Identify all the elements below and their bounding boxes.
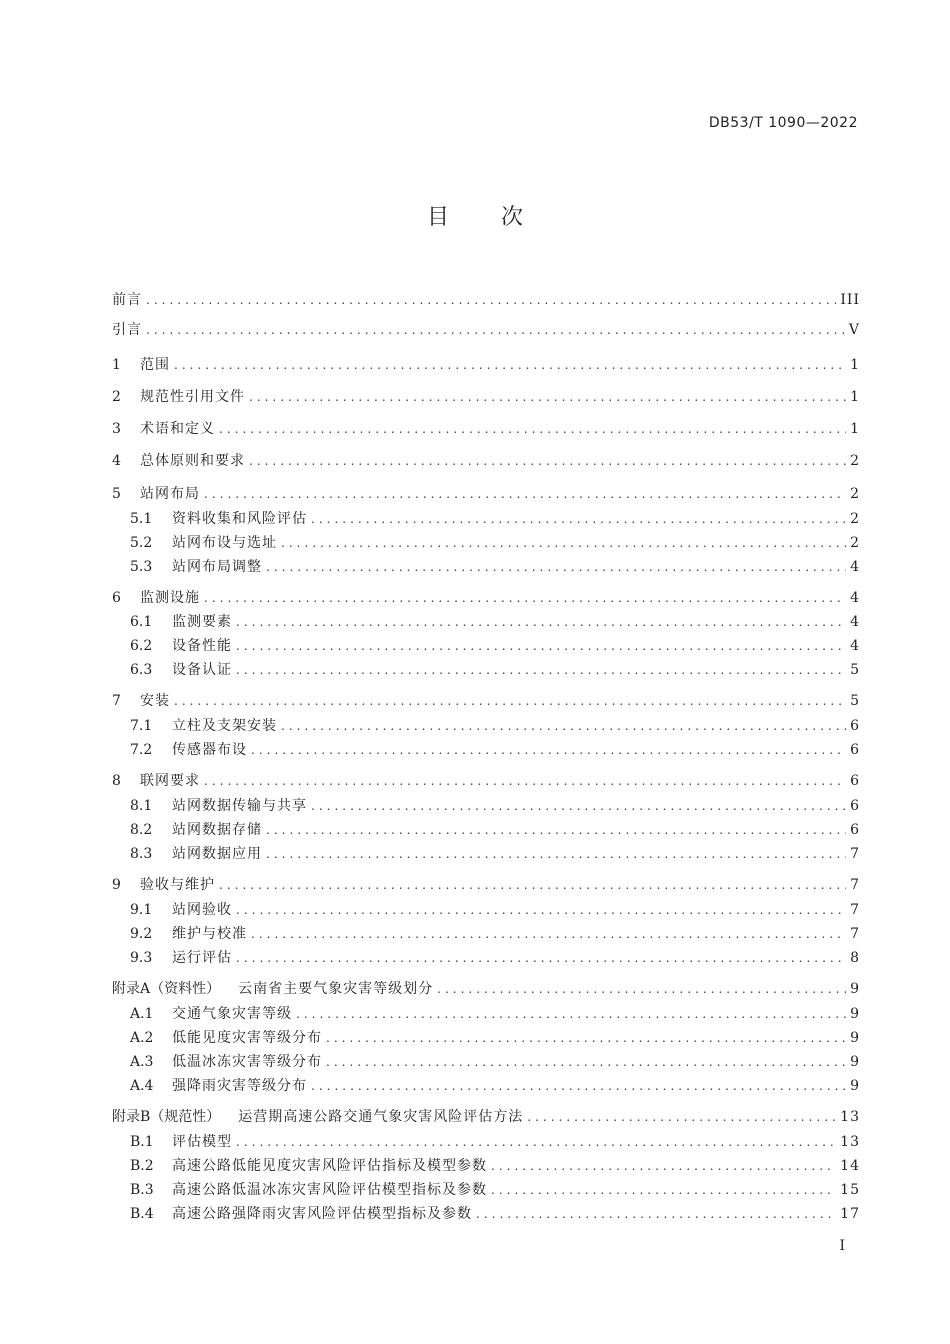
toc-entry-label: 维护与校准	[172, 926, 247, 942]
toc-entry-number: 8.3	[130, 846, 153, 862]
toc-entry-page: 9	[850, 1030, 860, 1046]
toc-entry-page: 7	[850, 902, 860, 918]
toc-entry-number: B.3	[130, 1182, 154, 1198]
toc-entry[interactable]	[130, 1204, 860, 1224]
toc-entry-label: 站网数据存储	[172, 822, 262, 838]
toc-entry-number: B.4	[130, 1206, 154, 1222]
toc-leader-dots	[236, 636, 846, 656]
toc-leader-dots	[174, 691, 846, 711]
toc-leader-dots	[281, 716, 846, 736]
toc-entry-page: 7	[850, 877, 860, 893]
toc-entry-number: 5.2	[130, 535, 153, 551]
toc-entry-number: 8.2	[130, 822, 153, 838]
toc-entry[interactable]	[130, 900, 860, 920]
toc-entry-number: 6.3	[130, 662, 153, 678]
toc-leader-dots	[491, 1180, 836, 1200]
toc-entry-number: 8	[112, 773, 121, 789]
toc-entry-page: 6	[850, 798, 860, 814]
toc-entry[interactable]	[112, 484, 860, 504]
toc-entry-number: A.2	[130, 1030, 154, 1046]
toc-entry-label: 传感器布设	[172, 742, 247, 758]
toc-entry-label: 立柱及支架安装	[172, 718, 277, 734]
toc-leader-dots	[311, 796, 846, 816]
toc-entry-number: B.2	[130, 1158, 154, 1174]
toc-entry-number: B.1	[130, 1134, 154, 1150]
toc-entry-page: 9	[850, 1006, 860, 1022]
toc-entry[interactable]	[112, 771, 860, 791]
toc-entry-label: 站网数据传输与共享	[172, 798, 307, 814]
toc-entry-label: 站网布设与选址	[172, 535, 277, 551]
toc-entry-page: V	[848, 322, 860, 338]
toc-entry-page: 2	[850, 535, 860, 551]
toc-entry-label: 安装	[140, 693, 170, 709]
toc-leader-dots	[146, 320, 845, 340]
toc-leader-dots	[281, 533, 846, 553]
toc-leader-dots	[527, 1107, 836, 1127]
toc-entry[interactable]	[112, 320, 860, 340]
toc-entry-number: 附录B（规范性）	[112, 1109, 221, 1125]
toc-leader-dots	[146, 290, 836, 310]
toc-entry-page: 1	[850, 357, 860, 373]
toc-leader-dots	[249, 387, 846, 407]
toc-entry[interactable]	[130, 1028, 860, 1048]
toc-entry-label: 总体原则和要求	[140, 453, 245, 469]
toc-entry[interactable]	[112, 387, 860, 407]
toc-entry-label: 监测设施	[140, 590, 200, 606]
toc-entry-label: 站网布局调整	[172, 559, 262, 575]
toc-entry-number: 5.1	[130, 511, 153, 527]
toc-entry-number: 2	[112, 389, 121, 405]
toc-entry-number: 附录A（资料性）	[112, 981, 221, 997]
toc-entry-number: A.1	[130, 1006, 154, 1022]
toc-entry-page: 2	[850, 453, 860, 469]
toc-leader-dots	[251, 740, 846, 760]
toc-entry-number: 6.2	[130, 638, 153, 654]
toc-entry[interactable]	[112, 419, 860, 439]
toc-entry-label: 联网要求	[140, 773, 200, 789]
toc-entry-page: 9	[850, 981, 860, 997]
toc-entry[interactable]	[130, 924, 860, 944]
toc-entry[interactable]	[130, 509, 860, 529]
toc-entry[interactable]	[130, 716, 860, 736]
toc-leader-dots	[174, 355, 846, 375]
toc-entry-number: 9	[112, 877, 121, 893]
toc-entry[interactable]	[130, 1004, 860, 1024]
toc-entry-number: 5.3	[130, 559, 153, 575]
toc-leader-dots	[236, 660, 846, 680]
toc-leader-dots	[266, 844, 846, 864]
toc-entry[interactable]	[130, 636, 860, 656]
toc-leader-dots	[326, 1028, 846, 1048]
toc-entry-label: 站网数据应用	[172, 846, 262, 862]
toc-entry[interactable]	[130, 1180, 860, 1200]
toc-entry[interactable]	[112, 875, 860, 895]
toc-leader-dots	[326, 1052, 846, 1072]
toc-leader-dots	[296, 1004, 846, 1024]
toc-entry[interactable]	[130, 844, 860, 864]
toc-entry[interactable]	[130, 1052, 860, 1072]
toc-entry-label: 验收与维护	[140, 877, 215, 893]
toc-leader-dots	[236, 1132, 836, 1152]
toc-entry-label: 设备认证	[172, 662, 232, 678]
toc-leader-dots	[266, 557, 846, 577]
toc-leader-dots	[236, 948, 846, 968]
toc-entry-number: 3	[112, 421, 121, 437]
toc-entry-number: 9.3	[130, 950, 153, 966]
toc-title: 目次	[426, 205, 575, 230]
toc-entry[interactable]	[112, 979, 860, 999]
toc-entry[interactable]	[112, 1107, 860, 1127]
toc-entry-label: 规范性引用文件	[140, 389, 245, 405]
toc-entry-label: 云南省主要气象灾害等级划分	[238, 981, 434, 997]
toc-entry-label: 术语和定义	[140, 421, 215, 437]
toc-entry-label: 高速公路低能见度灾害风险评估指标及模型参数	[172, 1158, 487, 1174]
toc-entry[interactable]	[130, 1076, 860, 1096]
toc-entry-page: 7	[850, 846, 860, 862]
toc-entry-number: 1	[112, 357, 121, 373]
toc-entry-page: 15	[840, 1182, 860, 1198]
toc-entry-page: 14	[840, 1158, 860, 1174]
toc-entry-page: 8	[850, 950, 860, 966]
toc-leader-dots	[311, 509, 846, 529]
toc-entry-number: 9.1	[130, 902, 153, 918]
toc-leader-dots	[204, 771, 846, 791]
toc-entry-number: 5	[112, 486, 121, 502]
toc-entry-page: 17	[840, 1206, 860, 1222]
toc-leader-dots	[236, 612, 846, 632]
toc-entry-number: 7.2	[130, 742, 153, 758]
toc-entry-label: 高速公路强降雨灾害风险评估模型指标及参数	[172, 1206, 472, 1222]
toc-entry-label: 监测要素	[172, 614, 232, 630]
toc-leader-dots	[219, 875, 846, 895]
toc-entry-page: 1	[850, 389, 860, 405]
toc-entry-page: 5	[850, 693, 860, 709]
toc-entry[interactable]	[130, 1156, 860, 1176]
toc-entry-label: 前言	[112, 292, 142, 308]
toc-entry[interactable]	[112, 355, 860, 375]
toc-entry-page: 6	[850, 773, 860, 789]
toc-entry-label: 低能见度灾害等级分布	[172, 1030, 322, 1046]
page-number: I	[839, 1238, 845, 1254]
document-id: DB53/T 1090—2022	[708, 115, 858, 131]
toc-entry-page: 13	[840, 1109, 860, 1125]
toc-entry[interactable]	[130, 1132, 860, 1152]
toc-entry-number: 9.2	[130, 926, 153, 942]
toc-leader-dots	[266, 820, 846, 840]
toc-entry-label: 设备性能	[172, 638, 232, 654]
toc-entry-page: 7	[850, 926, 860, 942]
toc-entry-page: 4	[850, 638, 860, 654]
toc-entry-page: 13	[840, 1134, 860, 1150]
toc-leader-dots	[437, 979, 846, 999]
toc-entry-label: 引言	[112, 322, 142, 338]
toc-entry[interactable]	[130, 557, 860, 577]
toc-entry-label: 高速公路低温冰冻灾害风险评估模型指标及参数	[172, 1182, 487, 1198]
toc-entry-label: 站网验收	[172, 902, 232, 918]
toc-entry[interactable]	[130, 796, 860, 816]
toc-entry-number: 6	[112, 590, 121, 606]
toc-entry-number: 7.1	[130, 718, 153, 734]
toc-leader-dots	[204, 588, 846, 608]
toc-entry-page: 1	[850, 421, 860, 437]
toc-leader-dots	[236, 900, 846, 920]
toc-entry[interactable]	[112, 691, 860, 711]
toc-entry-number: A.3	[130, 1054, 154, 1070]
toc-entry-number: A.4	[130, 1078, 154, 1094]
toc-entry-label: 交通气象灾害等级	[172, 1006, 292, 1022]
toc-entry-label: 运行评估	[172, 950, 232, 966]
toc-entry-page: 6	[850, 718, 860, 734]
toc-leader-dots	[249, 451, 846, 471]
toc-entry-page: 2	[850, 486, 860, 502]
toc-entry-label: 站网布局	[140, 486, 200, 502]
toc-entry-label: 低温冰冻灾害等级分布	[172, 1054, 322, 1070]
toc-entry-label: 强降雨灾害等级分布	[172, 1078, 307, 1094]
toc-entry-page: 9	[850, 1078, 860, 1094]
toc-entry[interactable]	[130, 612, 860, 632]
toc-entry-page: 6	[850, 742, 860, 758]
toc-entry-page: 9	[850, 1054, 860, 1070]
toc-entry-label: 资料收集和风险评估	[172, 511, 307, 527]
toc-entry[interactable]	[130, 533, 860, 553]
toc-entry-number: 6.1	[130, 614, 153, 630]
toc-entry-label: 范围	[140, 357, 170, 373]
toc-leader-dots	[311, 1076, 846, 1096]
toc-entry-label: 评估模型	[172, 1134, 232, 1150]
toc-entry[interactable]	[112, 290, 860, 310]
toc-entry-page: 2	[850, 511, 860, 527]
toc-entry[interactable]	[130, 740, 860, 760]
toc-entry[interactable]	[112, 588, 860, 608]
toc-leader-dots	[251, 924, 846, 944]
toc-entry-number: 8.1	[130, 798, 153, 814]
toc-leader-dots	[476, 1204, 836, 1224]
toc-entry-number: 7	[112, 693, 121, 709]
toc-entry-page: 5	[850, 662, 860, 678]
toc-entry-label: 运营期高速公路交通气象灾害风险评估方法	[238, 1109, 524, 1125]
toc-leader-dots	[204, 484, 846, 504]
toc-entry[interactable]	[130, 660, 860, 680]
toc-leader-dots	[219, 419, 846, 439]
toc-entry-page: 4	[850, 559, 860, 575]
toc-entry-number: 4	[112, 453, 121, 469]
toc-entry-page: III	[840, 292, 860, 308]
toc-entry-page: 4	[850, 590, 860, 606]
toc-entry[interactable]	[130, 948, 860, 968]
toc-entry-page: 4	[850, 614, 860, 630]
toc-leader-dots	[491, 1156, 836, 1176]
toc-entry[interactable]	[112, 451, 860, 471]
toc-entry[interactable]	[130, 820, 860, 840]
toc-entry-page: 6	[850, 822, 860, 838]
